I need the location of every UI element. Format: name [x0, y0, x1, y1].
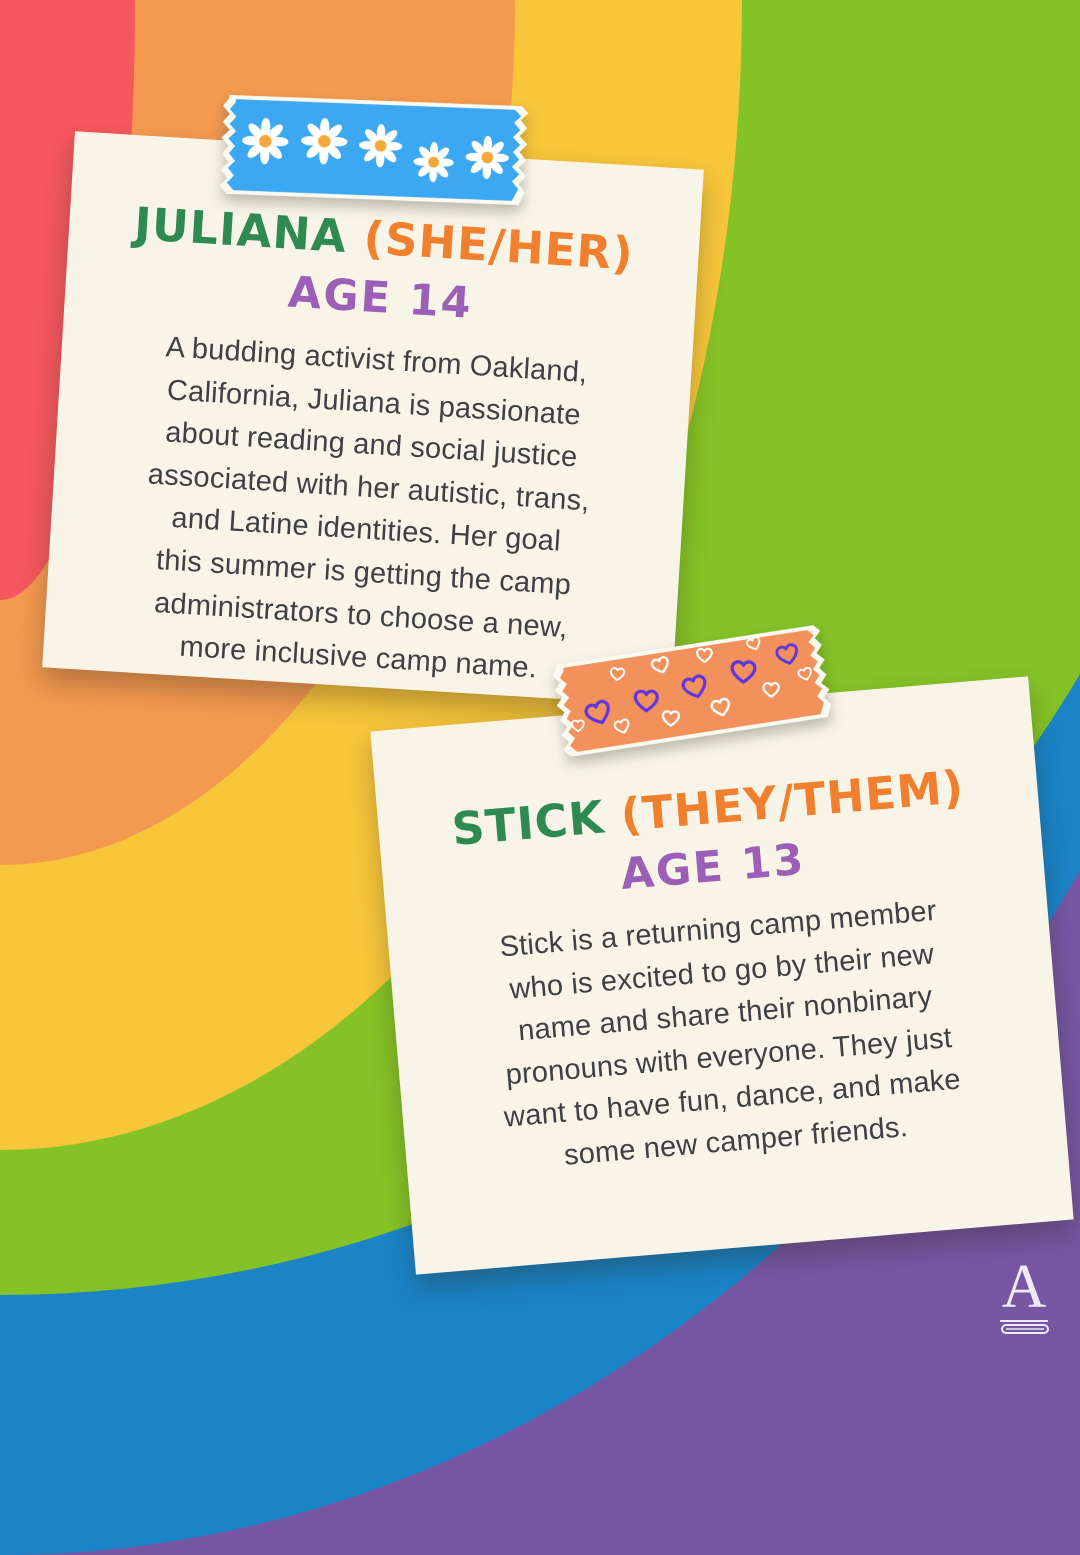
character-bio: Stick is a returning camp member who is excited to go by their new name and share their nonbinary pronouns with everyone. They just want to have fun, dance, and make some new camper friends. [498, 894, 962, 1172]
heart-icon [726, 653, 761, 688]
heart-icon [659, 705, 683, 729]
book-icon [996, 1318, 1052, 1336]
heart-icon [693, 643, 715, 665]
character-name: JULIANA [132, 197, 349, 264]
washi-tape-daisies [226, 99, 521, 201]
heart-icon [759, 677, 782, 700]
daisy-icon [358, 123, 402, 167]
publisher-logo [988, 1253, 1060, 1336]
character-bio: A budding activist from Oakland, California, Juliana is passionate about reading and social justice associated with her autistic, trans, and Latine identities. Her goal this summer is getting the camp administrators to choose a new, more inclusive camp name. [147, 331, 591, 685]
character-age: AGE 13 [618, 834, 808, 900]
character-card-stick [370, 676, 1073, 1274]
publisher-logo-letter: A [1001, 1253, 1047, 1322]
character-pronouns: (SHE/HER) [362, 211, 636, 281]
character-card-juliana [42, 131, 704, 705]
character-pronouns: (THEY/THEM) [618, 760, 967, 842]
character-age: AGE 14 [286, 267, 475, 329]
character-name: STICK [449, 790, 607, 856]
daisy-icon [413, 141, 454, 182]
daisy-icon [300, 117, 348, 165]
heart-icon [568, 716, 587, 735]
daisy-icon [465, 135, 509, 179]
heart-icon [607, 663, 629, 685]
heart-icon [630, 683, 663, 716]
daisy-icon [241, 117, 289, 165]
